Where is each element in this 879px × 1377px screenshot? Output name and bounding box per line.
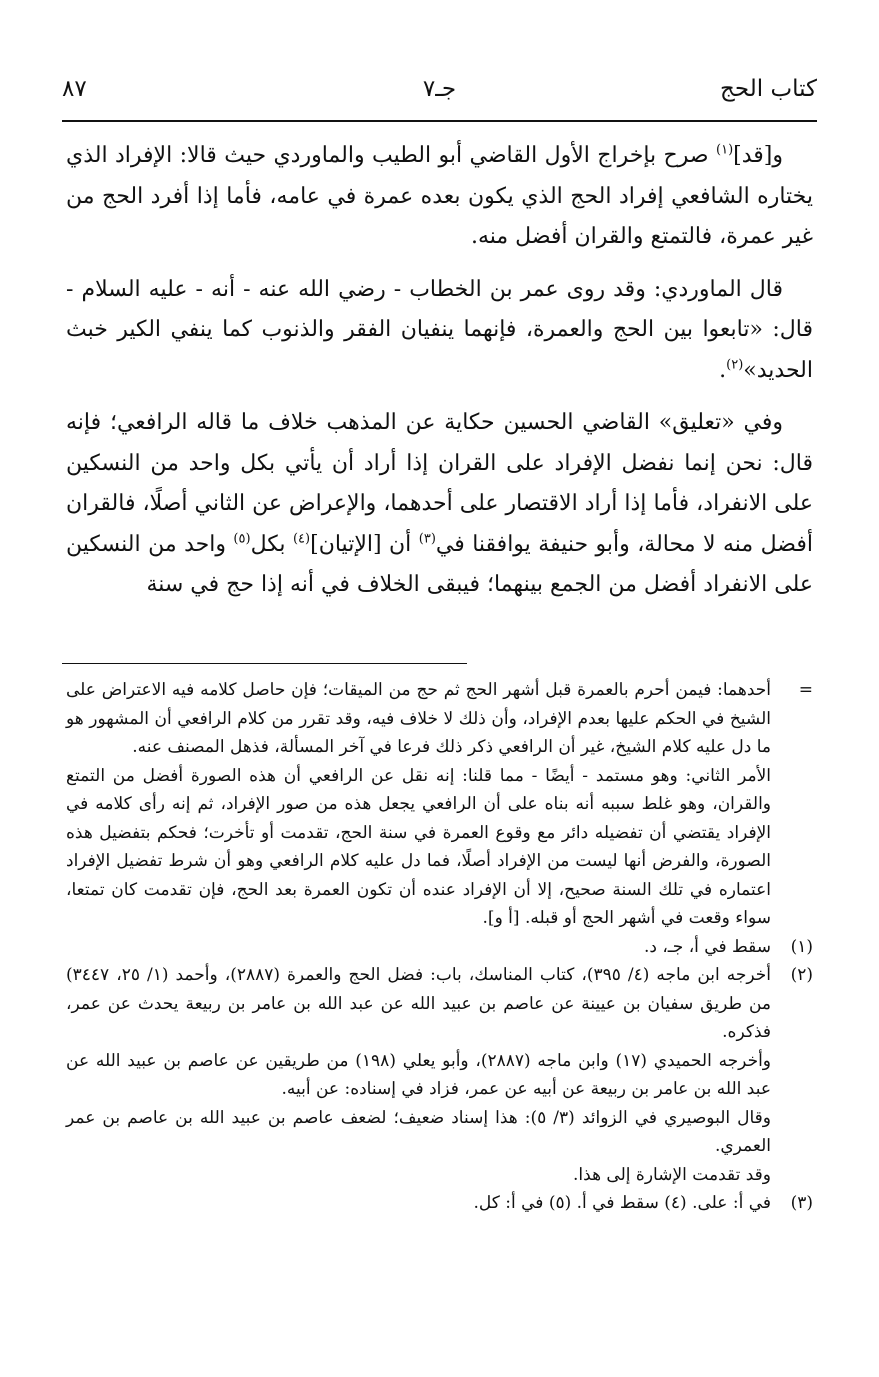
- footnotes-3-5: [66, 1189, 813, 1218]
- p2-end: .: [719, 357, 727, 383]
- footnote-ref-3: (٣): [418, 531, 436, 547]
- footnote-2-para-4: وقد تقدمت الإشارة إلى هذا.: [573, 1164, 771, 1185]
- footnote-continuation: [66, 676, 813, 933]
- footnote-ref-2: (٢): [726, 357, 744, 373]
- footnote-5-text: في أ: كل.: [473, 1193, 544, 1213]
- footnote-3-text: في أ: على.: [692, 1193, 771, 1213]
- volume-number: جـ٧: [422, 76, 457, 102]
- footnote-2: [66, 961, 813, 1189]
- p3-text-b: أن [الإتيان]: [310, 531, 419, 557]
- footnote-ref-5: (٥): [233, 531, 251, 547]
- p1-lead: و[قد]: [733, 143, 783, 168]
- footnote-2-para-1: أخرجه ابن ماجه (٤/ ٣٩٥)، كتاب المناسك، باب: فضل الحج والعمرة (٢٨٨٧)، وأحمد (١/ ٢٥، ٣٤٤٧) من طريق سفيان بن عيينة عن عاصم بن عبيد الله عن عبد الله بن عامر بن ربيعة يحدث عن عمر، فذكره.: [66, 965, 771, 1042]
- footnote-4: [577, 1193, 687, 1213]
- running-header: [62, 76, 817, 112]
- p3-text-a: وفي «تعليق» القاضي الحسين حكاية عن المذهب خلاف ما قاله الرافعي؛ فإنه قال: نحن إنما نفضل الإفراد على القران إذا أراد أن يأتي بكل واحد من النسكين على الانفراد، فأما إذا أراد الاقتصار على أحدهما، والإعراض عن الثاني أصلًا، فالقران أفضل منه لا محالة، وأبو حنيفة يوافقنا في: [66, 410, 814, 557]
- footnote-divider: [62, 663, 467, 664]
- continuation-mark: =: [798, 680, 813, 700]
- footnote-1-mark: (١): [790, 936, 813, 957]
- footnote-4-mark: (٤): [664, 1193, 687, 1213]
- header-divider: [62, 120, 817, 122]
- footnote-2-para-2: وأخرجه الحميدي (١٧) وابن ماجه (٢٨٨٧)، وأبو يعلي (١٩٨) من طريقين عن عاصم بن عبيد الله عن عبد الله بن عامر بن ربيعة عن أبيه عن عمر، فزاد في إسناده: عن أبيه.: [66, 1050, 772, 1099]
- p1-text: صرح بإخراج الأول القاضي أبو الطيب والماوردي حيث قالا: الإفراد الذي يختاره الشافعي إفراد الحج الذي يكون بعده عمرة في عامه، فأما إذا أفرد الحج من غير عمرة، فالتمتع والقران أفضل منه.: [66, 143, 813, 249]
- footnote-1-text: سقط في أ، جـ، د.: [643, 936, 771, 957]
- footnote-2-mark: (٢): [790, 965, 813, 985]
- footnote-3-mark: (٣): [790, 1193, 813, 1213]
- footnote-4-text: سقط في أ.: [576, 1193, 659, 1213]
- footnote-2-para-3: وقال البوصيري في الزوائد (٣/ ٥): هذا إسناد ضعيف؛ لضعف عاصم بن عبيد الله بن عاصم بن عمر العمري.: [66, 1107, 771, 1156]
- paragraph-1: [66, 136, 813, 258]
- p2-text: قال الماوردي: وقد روى عمر بن الخطاب - رضي الله عنه - أنه - عليه السلام - قال: «تابعوا بين الحج والعمرة، فإنهما ينفيان الفقر والذنوب كما ينفي الكير خبث الحديد»: [66, 276, 813, 383]
- paragraph-3: [66, 403, 813, 606]
- page-number: ٨٧: [62, 76, 87, 102]
- continuation-para-1: أحدهما: فيمن أحرم بالعمرة قبل أشهر الحج ثم حج من الميقات؛ فإن حاصل كلامه فيه الاعتراض على الشيخ في الحكم عليها بعدم الإفراد، وأن ذلك لا خلاف فيه، وقد تقرر من كلام الرافعي أن المشهور هو ما دل عليه كلام الشيخ، غير أن الرافعي ذكر ذلك فرعا في آخر المسألة، فذهل المصنف عنه.: [66, 680, 771, 757]
- main-text: [66, 136, 813, 618]
- footnote-5-mark: (٥): [548, 1193, 572, 1213]
- continuation-para-2: الأمر الثاني: وهو مستمد - أيضًا - مما قلنا: إنه نقل عن الرافعي أن هذه الصورة أفضل من التمتع والقران، وهو غلط سببه أنه بناه على أن الرافعي يجعل هذه من صور الإفراد، ثم إنه رأى كلامه في الإفراد يقتضي أن تفضيله دائر مع وقوع العمرة في سنة الحج، تقدمت أو تأخرت؛ فحكم بتفضيل هذه الصورة، والفرض أنها ليست من الإفراد أصلًا، فما دل عليه كلام الرافعي وهو أن شرط تفضيل الإفراد اعتماره في تلك السنة صحيح، إلا أن الإفراد عنده أن تكون العمرة بعد الحج، فإن تقدمت كان تمتعا، سواء وقعت في أشهر الحج أو قبله. [أ و].: [66, 765, 772, 928]
- paragraph-2: [66, 270, 813, 392]
- footnote-5: [473, 1193, 571, 1213]
- footnote-ref-1: (١): [716, 142, 734, 158]
- footnote-ref-4: (٤): [292, 531, 311, 547]
- footnotes: [66, 676, 813, 1218]
- p3-text-c: بكل: [250, 531, 293, 557]
- book-title: كتاب الحج: [720, 76, 817, 102]
- p3-text-d: واحد من النسكين على الانفراد أفضل من الجمع بينهما؛ فيبقى الخلاف في أنه إذا حج في سنة: [66, 531, 813, 597]
- footnote-1: [66, 933, 813, 962]
